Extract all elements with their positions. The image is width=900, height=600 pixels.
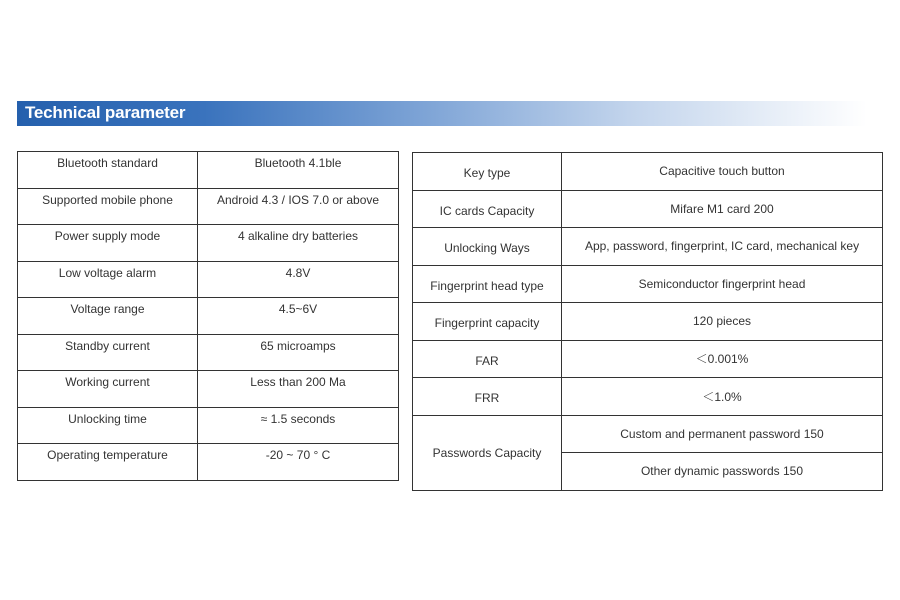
table-row xyxy=(18,152,399,189)
param-label: Low voltage alarm xyxy=(18,261,198,298)
section-title: Technical parameter xyxy=(25,103,186,122)
table-row xyxy=(413,190,883,228)
param-label: Standby current xyxy=(18,334,198,371)
parameter-table-right xyxy=(412,152,883,491)
table-row xyxy=(18,444,399,481)
param-label: Supported mobile phone xyxy=(18,188,198,225)
param-label: Bluetooth standard xyxy=(18,152,198,189)
param-label: Unlocking Ways xyxy=(413,228,562,266)
param-value: Custom and permanent password 150 xyxy=(562,415,883,453)
table-row xyxy=(413,265,883,303)
param-value: ≈ 1.5 seconds xyxy=(198,407,399,444)
table-row xyxy=(18,261,399,298)
table-row xyxy=(18,298,399,335)
param-label: Unlocking time xyxy=(18,407,198,444)
param-value: 120 pieces xyxy=(562,303,883,341)
table-row xyxy=(413,378,883,416)
passwords-capacity-label: Passwords Capacity xyxy=(413,415,562,490)
table-row xyxy=(18,188,399,225)
table-row xyxy=(413,415,883,453)
param-value: Other dynamic passwords 150 xyxy=(562,453,883,491)
section-banner xyxy=(17,101,867,126)
param-value: Android 4.3 / IOS 7.0 or above xyxy=(198,188,399,225)
table-row xyxy=(413,303,883,341)
param-value: ＜1.0% xyxy=(562,378,883,416)
param-label: IC cards Capacity xyxy=(413,190,562,228)
param-label: Voltage range xyxy=(18,298,198,335)
table-row xyxy=(413,228,883,266)
param-value: 65 microamps xyxy=(198,334,399,371)
table-row xyxy=(18,407,399,444)
param-label: Fingerprint head type xyxy=(413,265,562,303)
param-value: Semiconductor fingerprint head xyxy=(562,265,883,303)
param-value: 4.8V xyxy=(198,261,399,298)
param-label: FAR xyxy=(413,340,562,378)
param-label: Fingerprint capacity xyxy=(413,303,562,341)
table-row xyxy=(413,153,883,191)
param-value: 4 alkaline dry batteries xyxy=(198,225,399,262)
param-value: Capacitive touch button xyxy=(562,153,883,191)
param-label: Operating temperature xyxy=(18,444,198,481)
table-row xyxy=(18,371,399,408)
table-row xyxy=(18,225,399,262)
param-label: Power supply mode xyxy=(18,225,198,262)
param-label: Key type xyxy=(413,153,562,191)
table-row xyxy=(18,334,399,371)
param-value: 4.5~6V xyxy=(198,298,399,335)
param-value: ＜0.001% xyxy=(562,340,883,378)
param-value: App, password, fingerprint, IC card, mechanical key xyxy=(562,228,883,266)
table-row xyxy=(413,340,883,378)
param-value: Less than 200 Ma xyxy=(198,371,399,408)
param-label: Working current xyxy=(18,371,198,408)
param-label: FRR xyxy=(413,378,562,416)
param-value: Mifare M1 card 200 xyxy=(562,190,883,228)
parameter-table-left xyxy=(17,151,399,481)
param-value: Bluetooth 4.1ble xyxy=(198,152,399,189)
param-value: -20 ~ 70 ° C xyxy=(198,444,399,481)
